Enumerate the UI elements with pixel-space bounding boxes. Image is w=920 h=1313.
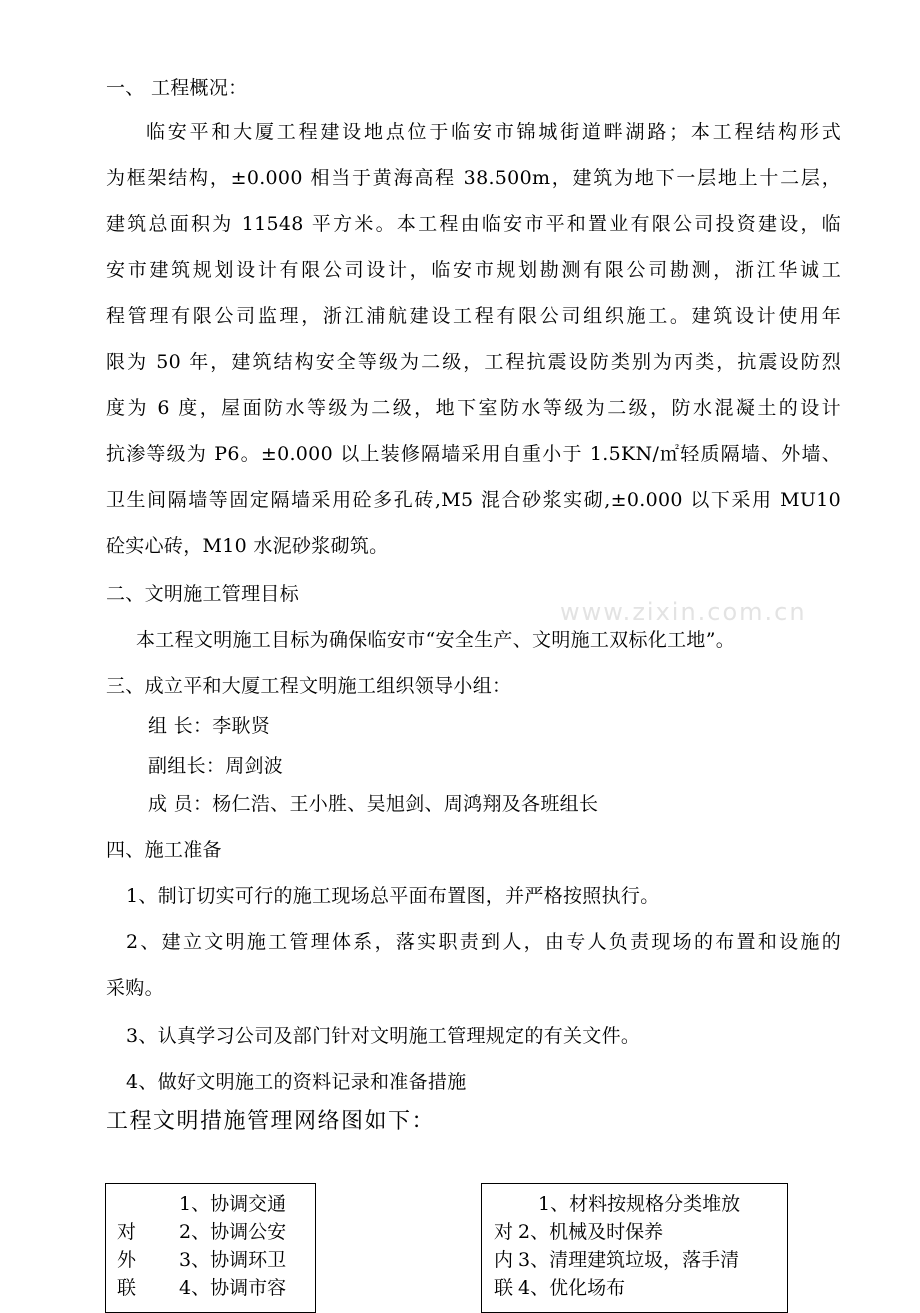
box-item: 3、协调环卫 <box>179 1249 287 1271</box>
box-item: 1、协调交通 <box>179 1193 287 1215</box>
prep-item: 4、做好文明施工的资料记录和准备措施 <box>126 1071 467 1093</box>
box-item: 1、材料按规格分类堆放 <box>538 1193 741 1215</box>
section-3-heading: 三、成立平和大厦工程文明施工组织领导小组： <box>106 675 512 697</box>
section-2-paragraph: 本工程文明施工目标为确保临安市“安全生产、文明施工双标化工地”。 <box>136 629 736 651</box>
prep-item: 1、制订切实可行的施工现场总平面布置图，并严格按照执行。 <box>126 885 660 907</box>
box-item: 2、机械及时保养 <box>518 1221 664 1243</box>
box-item: 4、协调市容 <box>179 1277 287 1299</box>
paragraph-line: 为框架结构，±0.000 相当于黄海高程 38.500m，建筑为地下一层地上十二层， <box>106 167 841 189</box>
team-deputy: 副组长：周剑波 <box>148 755 284 777</box>
internal-coordination-box <box>481 1183 788 1313</box>
paragraph-line: 建筑总面积为 11548 平方米。本工程由临安市平和置业有限公司投资建设，临 <box>106 213 841 235</box>
team-leader: 组 长：李耿贤 <box>148 715 271 737</box>
side-label-char: 联 <box>117 1277 137 1299</box>
prep-item: 3、认真学习公司及部门针对文明施工管理规定的有关文件。 <box>126 1025 641 1047</box>
section-2-heading: 二、文明施工管理目标 <box>106 583 300 605</box>
side-label-char: 联 <box>494 1277 514 1299</box>
paragraph-line: 临安平和大厦工程建设地点位于临安市锦城街道畔湖路；本工程结构形式 <box>146 121 841 143</box>
paragraph-line: 卫生间隔墙等固定隔墙采用砼多孔砖,M5 混合砂浆实砌,±0.000 以下采用 MU10 <box>106 489 841 511</box>
paragraph-line: 程管理有限公司监理，浙江浦航建设工程有限公司组织施工。建筑设计使用年 <box>106 305 841 327</box>
network-diagram-title: 工程文明措施管理网络图如下： <box>106 1109 436 1134</box>
prep-item-continued: 采购。 <box>106 977 164 999</box>
side-label-char: 外 <box>117 1249 137 1271</box>
box-item: 2、协调公安 <box>179 1221 287 1243</box>
prep-item: 2、建立文明施工管理体系，落实职责到人，由专人负责现场的布置和设施的 <box>126 931 841 953</box>
paragraph-line: 安市建筑规划设计有限公司设计，临安市规划勘测有限公司勘测，浙江华诚工 <box>106 259 841 281</box>
paragraph-line: 度为 6 度，屋面防水等级为二级，地下室防水等级为二级，防水混凝土的设计 <box>106 397 841 419</box>
external-coordination-box <box>105 1183 316 1313</box>
side-label-char: 对 <box>494 1221 514 1243</box>
watermark: www.zixin.com.cn <box>560 598 807 626</box>
box-item: 3、清理建筑垃圾，落手清 <box>518 1249 740 1271</box>
section-1-heading: 一、 工程概况： <box>106 77 248 99</box>
paragraph-line: 抗渗等级为 P6。±0.000 以上装修隔墙采用自重小于 1.5KN/㎡轻质隔墙、外墙、 <box>106 443 841 465</box>
team-members: 成 员：杨仁浩、王小胜、吴旭剑、周鸿翔及各班组长 <box>148 793 599 815</box>
paragraph-line: 砼实心砖，M10 水泥砂浆砌筑。 <box>106 535 389 557</box>
side-label-char: 对 <box>117 1221 137 1243</box>
paragraph-line: 限为 50 年，建筑结构安全等级为二级，工程抗震设防类别为丙类，抗震设防烈 <box>106 351 841 373</box>
section-4-heading: 四、施工准备 <box>106 839 222 861</box>
box-item: 4、优化场布 <box>518 1277 626 1299</box>
side-label-char: 内 <box>494 1249 514 1271</box>
